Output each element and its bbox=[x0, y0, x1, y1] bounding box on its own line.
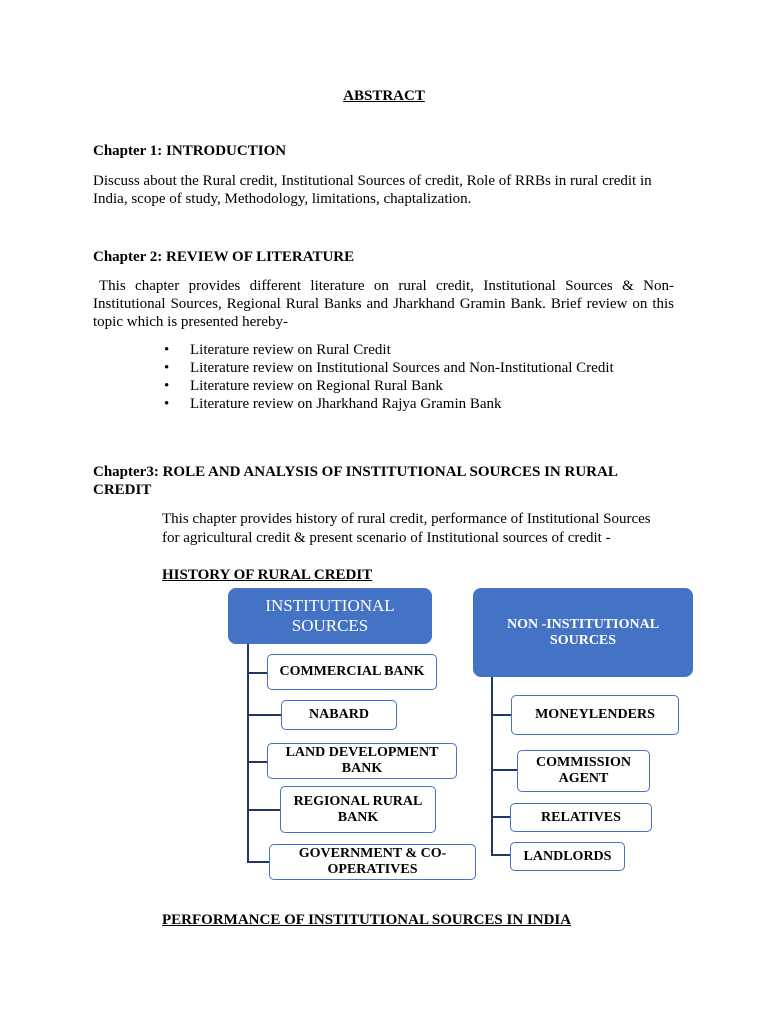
performance-heading: PERFORMANCE OF INSTITUTIONAL SOURCES IN INDIA bbox=[162, 912, 572, 928]
bullet-icon: • bbox=[164, 360, 170, 376]
page-title: ABSTRACT bbox=[343, 88, 425, 104]
nabard-box: NABARD bbox=[281, 700, 397, 730]
bullet-icon: • bbox=[164, 378, 170, 394]
connector-branch bbox=[247, 714, 281, 716]
connector-branch bbox=[491, 714, 511, 716]
chapter-1-line-2: India, scope of study, Methodology, limitations, chaptalization. bbox=[93, 191, 472, 207]
moneylenders-box: MONEYLENDERS bbox=[511, 695, 679, 735]
land-development-bank-box: LAND DEVELOPMENT BANK bbox=[267, 743, 457, 779]
bullet-icon: • bbox=[164, 342, 170, 358]
chapter-2-paragraph: This chapter provides different literature on rural credit, Institutional Sources & Non-Institutional Sources, Regional Rural Banks and Jharkhand Gramin Bank. Brief review on this topic which is presented hereby- bbox=[93, 278, 674, 330]
non-institutional-connector-trunk bbox=[491, 677, 493, 856]
chapter-1-heading: Chapter 1: INTRODUCTION bbox=[93, 143, 287, 159]
chapter-3-heading-line-1: Chapter3: ROLE AND ANALYSIS OF INSTITUTIONAL SOURCES IN RURAL bbox=[93, 464, 618, 480]
bullet-icon: • bbox=[164, 396, 170, 412]
connector-branch bbox=[247, 809, 280, 811]
connector-branch bbox=[247, 861, 269, 863]
relatives-box: RELATIVES bbox=[510, 803, 652, 832]
history-heading: HISTORY OF RURAL CREDIT bbox=[162, 567, 373, 583]
chapter-2-heading: Chapter 2: REVIEW OF LITERATURE bbox=[93, 249, 355, 265]
regional-rural-bank-box: REGIONAL RURAL BANK bbox=[280, 786, 436, 833]
chapter-1-line-1: Discuss about the Rural credit, Institutional Sources of credit, Role of RRBs in rural credit in bbox=[93, 173, 652, 189]
chapter-3-line-2: for agricultural credit & present scenario of Institutional sources of credit - bbox=[162, 530, 611, 546]
institutional-connector-trunk bbox=[247, 644, 249, 862]
government-cooperatives-box: GOVERNMENT & CO-OPERATIVES bbox=[269, 844, 476, 880]
institutional-sources-header: INSTITUTIONAL SOURCES bbox=[228, 588, 432, 644]
commission-agent-box: COMMISSION AGENT bbox=[517, 750, 650, 792]
connector-branch bbox=[247, 761, 267, 763]
list-item: • Literature review on Rural Credit bbox=[164, 342, 391, 358]
connector-branch bbox=[491, 854, 510, 856]
connector-branch bbox=[491, 769, 517, 771]
chapter-3-line-1: This chapter provides history of rural credit, performance of Institutional Sources bbox=[162, 511, 651, 527]
list-item: • Literature review on Jharkhand Rajya Gramin Bank bbox=[164, 396, 502, 412]
list-item: • Literature review on Institutional Sources and Non-Institutional Credit bbox=[164, 360, 614, 376]
connector-branch bbox=[491, 816, 510, 818]
chapter-3-heading-line-2: CREDIT bbox=[93, 482, 152, 498]
list-item: • Literature review on Regional Rural Bank bbox=[164, 378, 443, 394]
landlords-box: LANDLORDS bbox=[510, 842, 625, 871]
connector-branch bbox=[247, 672, 267, 674]
non-institutional-sources-header: NON -INSTITUTIONAL SOURCES bbox=[473, 588, 693, 677]
chapter-2-bullet-list bbox=[164, 341, 684, 413]
commercial-bank-box: COMMERCIAL BANK bbox=[267, 654, 437, 690]
